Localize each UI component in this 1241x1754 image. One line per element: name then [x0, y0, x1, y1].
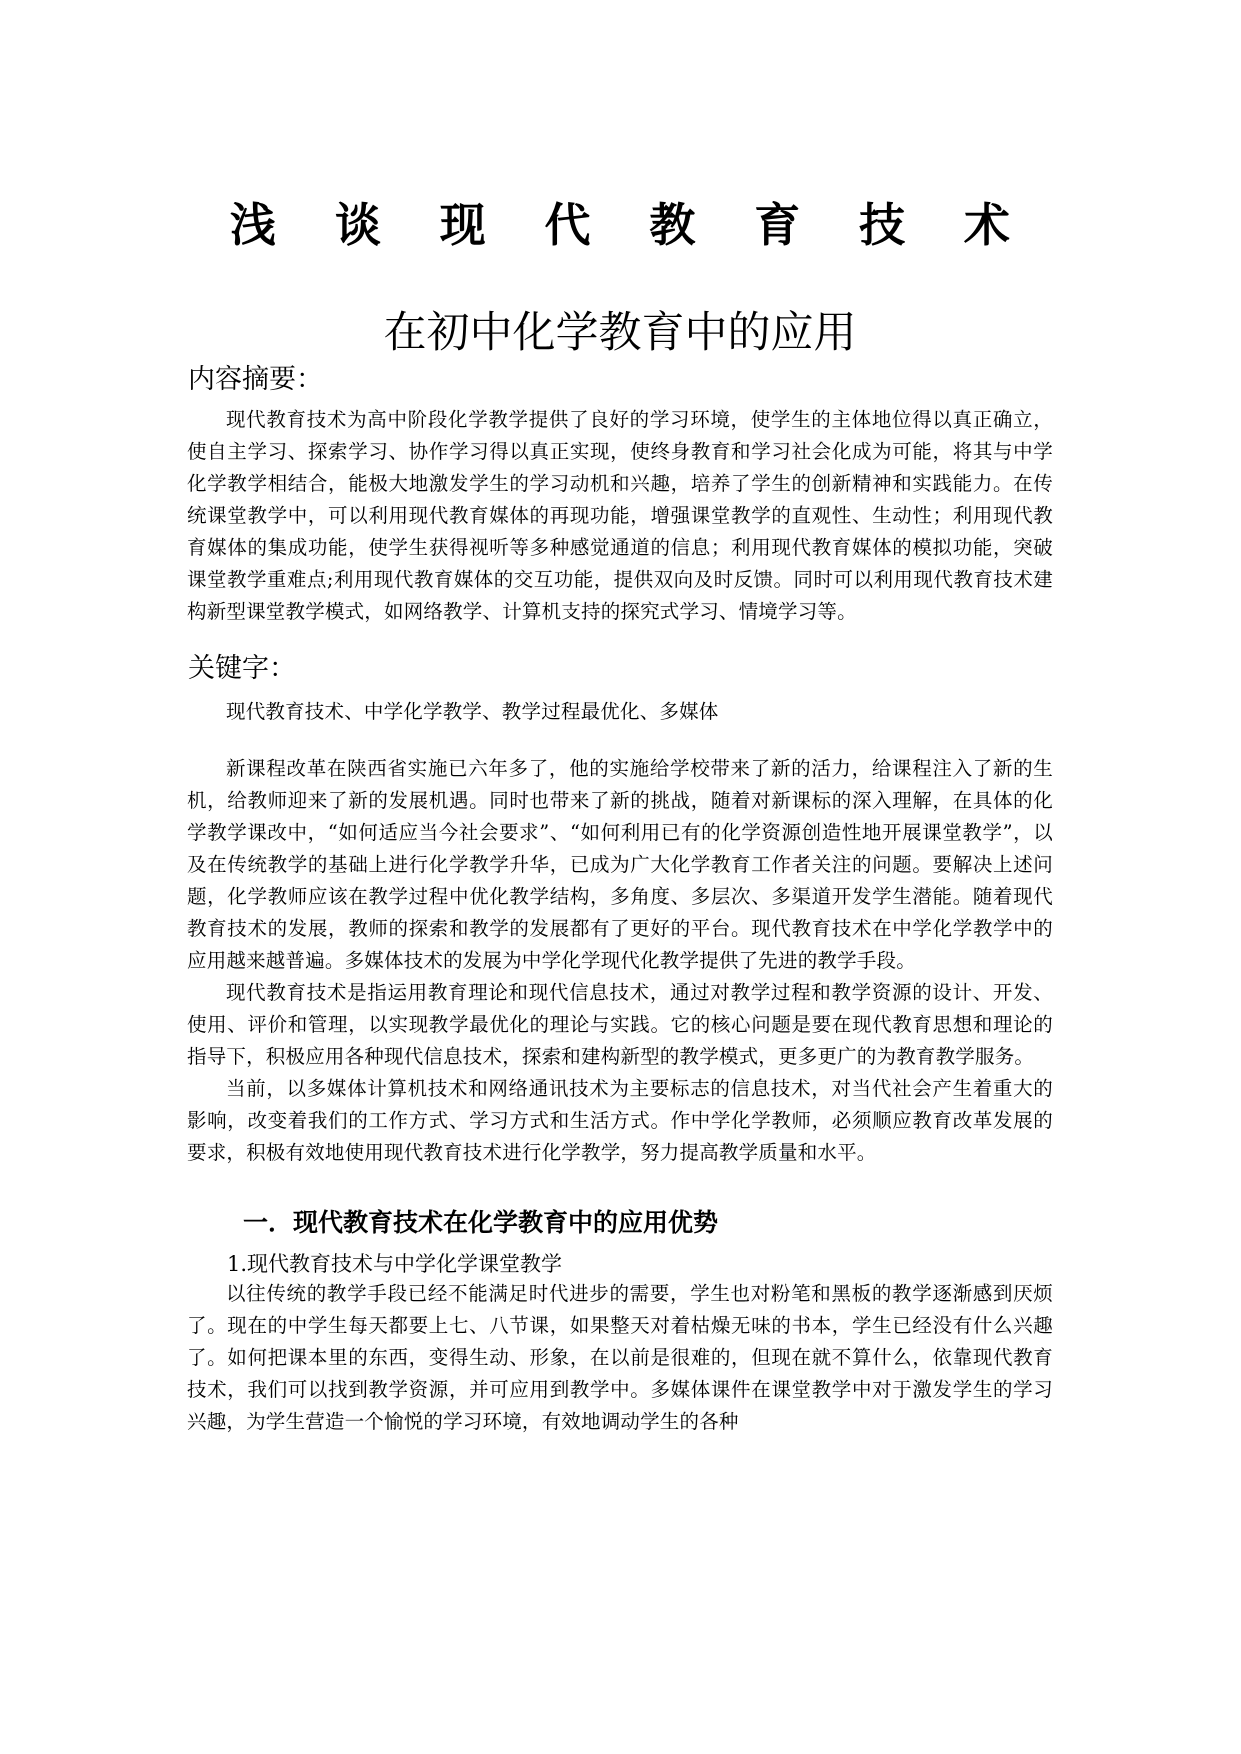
title-char: 育 [754, 198, 801, 252]
intro-paragraph: 新课程改革在陕西省实施已六年多了，他的实施给学校带来了新的活力，给课程注入了新的生机，给教师迎来了新的发展机遇。同时也带来了新的挑战，随着对新课标的深入理解，在具体的化学教学课改中，“如何适应当今社会要求”、“如何利用已有的化学资源创造性地开展课堂教学”，以及在传统教学的基础上进行化学教学升华，已成为广大化学教育工作者关注的问题。要解决上述问题，化学教师应该在教学过程中优化教学结构，多角度、多层次、多渠道开发学生潜能。随着现代教育技术的发展，教师的探索和教学的发展都有了更好的平台。现代教育技术在中学化学教学中的应用越来越普遍。多媒体技术的发展为中学化学现代化教学提供了先进的教学手段。 [187, 757, 1053, 972]
keywords-label: 关键字： [188, 653, 296, 684]
intro-body [187, 753, 1053, 1169]
title-char: 谈 [334, 198, 381, 252]
intro-paragraph: 现代教育技术是指运用教育理论和现代信息技术，通过对教学过程和教学资源的设计、开发、使用、评价和管理，以实现教学最优化的理论与实践。它的核心问题是要在现代教育思想和理论的指导下，积极应用各种现代信息技术，探索和建构新型的教学模式，更多更广的为教育教学服务。 [187, 981, 1053, 1068]
section-paragraph: 以往传统的教学手段已经不能满足时代进步的需要，学生也对粉笔和黑板的教学逐渐感到厌烦了。现在的中学生每天都要上七、八节课，如果整天对着枯燥无味的书本，学生已经没有什么兴趣了。如何把课本里的东西，变得生动、形象，在以前是很难的，但现在就不算什么，依靠现代教育技术，我们可以找到教学资源，并可应用到教学中。多媒体课件在课堂教学中对于激发学生的学习兴趣，为学生营造一个愉悦的学习环境，有效地调动学生的各种 [187, 1282, 1053, 1433]
title-char: 教 [649, 198, 696, 252]
title-char: 代 [544, 198, 591, 252]
subsection-heading: 1.现代教育技术与中学化学课堂教学 [227, 1252, 563, 1276]
abstract-label: 内容摘要： [188, 364, 323, 395]
abstract-body [187, 404, 1053, 628]
section-heading: 一．现代教育技术在化学教育中的应用优势 [243, 1208, 719, 1237]
title-char: 术 [963, 198, 1010, 252]
main-title [230, 195, 1010, 255]
keywords-body [187, 696, 1053, 728]
intro-paragraph: 当前，以多媒体计算机技术和网络通讯技术为主要标志的信息技术，对当代社会产生着重大的影响，改变着我们的工作方式、学习方式和生活方式。作中学化学教师，必须顺应教育改革发展的要求，积极有效地使用现代教育技术进行化学教学，努力提高教学质量和水平。 [187, 1077, 1053, 1164]
title-char: 现 [439, 198, 486, 252]
abstract-paragraph: 现代教育技术为高中阶段化学教学提供了良好的学习环境，使学生的主体地位得以真正确立，使自主学习、探索学习、协作学习得以真正实现，使终身教育和学习社会化成为可能，将其与中学化学教学相结合，能极大地激发学生的学习动机和兴趣，培养了学生的创新精神和实践能力。在传统课堂教学中，可以利用现代教育媒体的再现功能，增强课堂教学的直观性、生动性；利用现代教育媒体的集成功能，使学生获得视听等多种感觉通道的信息；利用现代教育媒体的模拟功能，突破课堂教学重难点;利用现代教育媒体的交互功能，提供双向及时反馈。同时可以利用现代教育技术建构新型课堂教学模式，如网络教学、计算机支持的探究式学习、情境学习等。 [187, 408, 1053, 623]
title-char: 技 [859, 198, 906, 252]
keywords-text: 现代教育技术、中学化学教学、教学过程最优化、多媒体 [226, 700, 719, 723]
section-body [187, 1278, 1053, 1438]
subtitle: 在初中化学教育中的应用 [383, 308, 857, 358]
title-char: 浅 [230, 198, 276, 252]
